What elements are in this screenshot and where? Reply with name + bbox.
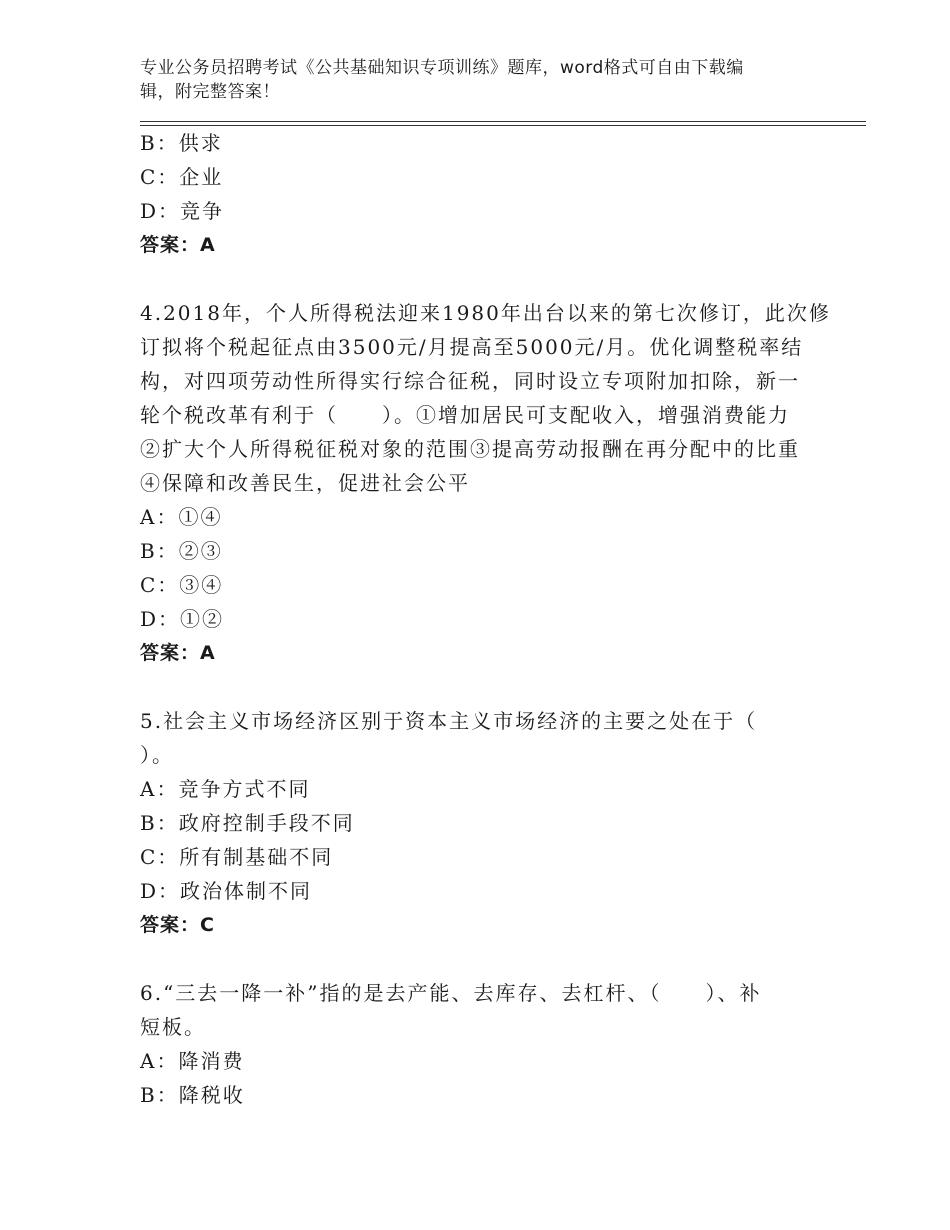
question-stem-line: 5.社会主义市场经济区别于资本主义市场经济的主要之处在于（ [140,709,758,733]
question-stem-line: 轮个税改革有利于（ ）。①增加居民可支配收入，增强消费能力 [140,403,790,427]
answer-label: 答案：A [140,234,216,256]
question-stem-line: 4.2018年，个人所得税法迎来1980年出台以来的第七次修订，此次修 [140,301,831,325]
document-body [140,126,831,1112]
option-c: C：企业 [140,165,224,189]
document-header [140,56,800,104]
header-divider-top [140,121,866,122]
question-stem-line: ）。 [140,743,174,767]
option-d: D：政治体制不同 [140,879,313,903]
answer-label: 答案：C [140,914,215,936]
option-a: A：竞争方式不同 [140,777,311,801]
spacer [140,670,820,704]
option-d: D：①② [140,607,225,631]
option-b: B：政府控制手段不同 [140,811,355,835]
question-stem-line: 构，对四项劳动性所得实行综合征税，同时设立专项附加扣除，新一 [140,369,800,393]
question-stem-line: 6.“三去一降一补”指的是去产能、去库存、去杠杆、（ ）、补 [140,981,762,1005]
question-4 [140,296,831,670]
answer-label: 答案：A [140,642,216,664]
option-a: A：降消费 [140,1049,245,1073]
option-c: C：所有制基础不同 [140,845,334,869]
option-c: C：③④ [140,573,224,597]
question-stem-line: ④保障和改善民生，促进社会公平 [140,471,470,495]
header-line-2: 辑，附完整答案！ [140,82,280,102]
option-d: D：竞争 [140,199,225,223]
question-6 [140,976,820,1112]
question-stem-line: 订拟将个税起征点由3500元/月提高至5000元/月。优化调整税率结 [140,335,804,359]
question-stem-line: 短板。 [140,1015,206,1039]
option-a: A：①④ [140,505,223,529]
question-stem-line: ②扩大个人所得税征税对象的范围③提高劳动报酬在再分配中的比重 [140,437,800,461]
question-5 [140,704,820,942]
option-b: B：②③ [140,539,223,563]
spacer [140,262,820,296]
option-b: B：供求 [140,131,223,155]
option-b: B：降税收 [140,1083,245,1107]
header-line-1: 专业公务员招聘考试《公共基础知识专项训练》题库，word格式可自由下载编 [140,58,744,78]
spacer [140,942,820,976]
question-3-partial [140,126,820,262]
